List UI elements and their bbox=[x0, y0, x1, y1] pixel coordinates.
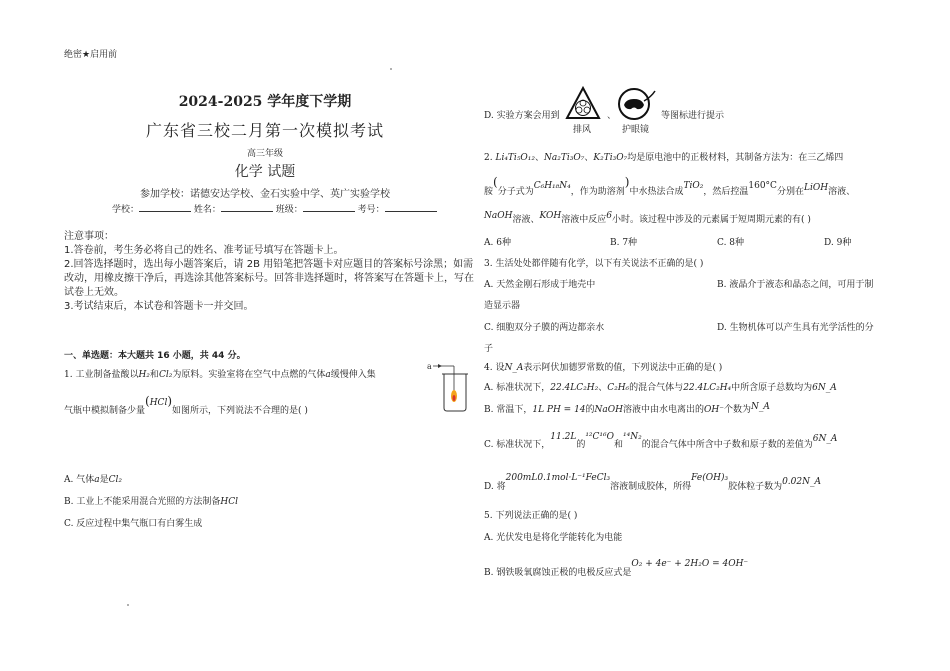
q4-b-val: N_A bbox=[751, 402, 770, 412]
q1-text-a: 1. 工业制备盐酸以 bbox=[64, 370, 139, 380]
q2-number: 2. bbox=[484, 153, 493, 163]
q2-text5: 中水热法合成 bbox=[629, 187, 684, 197]
q2-line3 bbox=[484, 212, 811, 225]
q4-c-and: 和 bbox=[614, 440, 624, 450]
q2-formula-k: K₂Ti₃O₇ bbox=[593, 153, 628, 163]
exhaust-icon-label: 排风 bbox=[573, 125, 592, 135]
class-blank[interactable] bbox=[303, 202, 355, 212]
q1-optA-var: a bbox=[94, 475, 100, 485]
exam-title: 广东省三校二月第一次模拟考试 bbox=[145, 121, 384, 140]
q2-text7: 分别在 bbox=[776, 187, 804, 197]
q4-c-f3: ¹⁴N₂ bbox=[623, 432, 642, 442]
school-blank[interactable] bbox=[139, 202, 191, 212]
q4-d-f1: 200mL0.1mol·L⁻¹FeCl₃ bbox=[505, 473, 611, 483]
q3-option-d-cont: 子 bbox=[484, 344, 494, 354]
q1-text-b: 为原料。实验室将在空气中点燃的气体 bbox=[172, 370, 326, 380]
icon-separator: 、 bbox=[607, 111, 617, 121]
field-name-label: 姓名： bbox=[193, 205, 221, 215]
q2-comma2: 、 bbox=[584, 153, 594, 163]
note-2-line1: 2.回答选择题时，选出每小题答案后，请 2B 用铅笔把答题卡对应题目的答案标号涂黑；如需 bbox=[64, 259, 474, 270]
year-title: 2024-2025 学年度下学期 bbox=[178, 94, 352, 110]
note-3: 3.考试结束后，本试卷和答题卡一并交回。 bbox=[64, 301, 254, 312]
q1-and: 和 bbox=[149, 370, 159, 380]
q2-text9: 溶液、 bbox=[512, 215, 540, 225]
q2-comma1: 、 bbox=[535, 153, 545, 163]
q2-text6: ，然后控温 bbox=[703, 187, 749, 197]
icon-tail-text: 等图标进行提示 bbox=[661, 111, 725, 121]
exhaust-fan-icon bbox=[565, 86, 601, 122]
q1-optB-val: HCl bbox=[220, 497, 238, 507]
name-blank[interactable] bbox=[221, 202, 273, 212]
q2-text3: 分子式为 bbox=[497, 187, 534, 197]
section-heading: 一、单选题：本大题共 16 小题，共 44 分。 bbox=[64, 351, 246, 361]
q1-optB-prefix: B. 工业上不能采用混合光照的方法制备 bbox=[64, 497, 221, 507]
notes-title: 注意事项： bbox=[64, 231, 114, 242]
q2-line1 bbox=[484, 150, 843, 163]
q4-c-f2: ¹²C¹⁶O bbox=[585, 432, 615, 442]
q4-d-f2: Fe(OH)₃ bbox=[691, 473, 729, 483]
q2-text11: 小时。该过程中涉及的元素属于短周期元素的有( ) bbox=[611, 215, 811, 225]
q2-formula-koh: KOH bbox=[539, 211, 562, 221]
q1-text-f: ，下列说法不合理的是( ) bbox=[208, 406, 308, 416]
figure-label-a: a bbox=[427, 362, 432, 371]
q1-h2: H₂ bbox=[138, 370, 150, 380]
q4-d-mid2: 胶体粒子数为 bbox=[728, 482, 783, 492]
q1-hcl: HCl bbox=[149, 398, 168, 408]
q4-c-f1: 11.2L bbox=[550, 432, 577, 442]
q4-option-b[interactable] bbox=[484, 402, 770, 415]
q4-stem bbox=[484, 360, 722, 373]
q4-a-comma: 、 bbox=[598, 383, 608, 393]
q1-line1 bbox=[64, 367, 376, 380]
q5-b-pre: B. 钢铁吸氧腐蚀正极的电极反应式是 bbox=[484, 568, 632, 578]
q4-a-f3: 22.4LC₂H₄ bbox=[683, 383, 732, 393]
q1-gas-a: a bbox=[325, 370, 331, 380]
q2-text10: 溶液中反应 bbox=[561, 215, 607, 225]
grade-label: 高三年级 bbox=[246, 149, 283, 159]
q4-b-pre: B. 常温下， bbox=[484, 405, 533, 415]
q1-text-d: 气瓶中模拟制备少量 bbox=[64, 406, 146, 416]
q4-c-pre: C. 标准状况下， bbox=[484, 440, 551, 450]
q2-option-b[interactable]: B. 7种 bbox=[610, 238, 638, 248]
q4-a-mid: 的混合气体与 bbox=[629, 383, 684, 393]
q4-b-f1: 1L PH = 14 bbox=[532, 405, 586, 415]
subject-title: 化学 试题 bbox=[234, 164, 296, 180]
note-1: 1.答卷前，考生务必将自己的姓名、准考证号填写在答题卡上。 bbox=[64, 245, 344, 256]
field-school-label: 学校： bbox=[112, 205, 140, 215]
q4-a-mid2: 中所含原子总数均为 bbox=[731, 383, 813, 393]
q2-formula-naoh: NaOH bbox=[484, 211, 513, 221]
q2-text4: ，作为助溶剂 bbox=[570, 187, 625, 197]
q4-d-mid: 溶液制成胶体，所得 bbox=[610, 482, 692, 492]
q4-a-val: 6N_A bbox=[812, 383, 837, 393]
q3-option-b[interactable]: B. 液晶介于液态和晶态之间，可用于制 bbox=[717, 280, 874, 290]
note-2-line2: 改动，用橡皮擦干净后，再选涂其他答案标号。回答非选择题时，将答案写在答题卡上，写在 bbox=[64, 273, 474, 284]
goggles-icon-label: 护眼镜 bbox=[622, 125, 650, 135]
q3-option-d[interactable]: D. 生物机体可以产生具有光学活性的分 bbox=[717, 323, 874, 333]
q4-a-f2: C₂H₆ bbox=[607, 383, 630, 393]
q4-option-a[interactable] bbox=[484, 380, 837, 393]
q2-formula-tio2: TiO₂ bbox=[683, 181, 704, 191]
q4-b-f2: NaOH bbox=[594, 405, 624, 415]
q4-c-mid: 的混合气体中所含中子数和原子数的差值为 bbox=[641, 440, 813, 450]
q1-optA-val: Cl₂ bbox=[108, 475, 122, 485]
q4-option-c[interactable] bbox=[484, 432, 838, 450]
q3-option-a[interactable]: A. 天然金刚石形成于地壳中 bbox=[484, 280, 596, 290]
q4-b-f3: OH⁻ bbox=[704, 405, 725, 415]
q4-na: N_A bbox=[504, 363, 524, 373]
q1-optA-mid: 是 bbox=[99, 475, 109, 485]
q2-text2: 胺 bbox=[484, 187, 494, 197]
q4-d-pre: D. 将 bbox=[484, 482, 506, 492]
q4-c-de: 的 bbox=[576, 440, 586, 450]
q2-formula-li: Li₄Ti₅O₁₂ bbox=[495, 153, 536, 163]
q1-optA-prefix: A. 气体 bbox=[64, 475, 95, 485]
q2-hours: 6 bbox=[606, 211, 612, 221]
q2-line2: 胺(分子式为C₆H₁₈N₄，作为助溶剂)中水热法合成TiO₂，然后控温160°C分别在LiOH溶液、 bbox=[484, 175, 856, 197]
q4-d-val: 0.02N_A bbox=[782, 477, 821, 487]
id-blank[interactable] bbox=[385, 202, 437, 212]
q4-b-mid3: 个数为 bbox=[724, 405, 752, 415]
q1-cl2: Cl₂ bbox=[158, 370, 173, 380]
q1-text-c: 缓慢伸入集 bbox=[330, 370, 376, 380]
q2-text1: 均是原电池中的正极材料，其制备方法为：在三乙烯四 bbox=[627, 153, 844, 163]
goggles-icon bbox=[617, 87, 657, 121]
gas-jar-figure bbox=[426, 360, 474, 412]
q1-option-a[interactable] bbox=[64, 472, 122, 485]
q5-stem: 5. 下列说法正确的是( ) bbox=[484, 511, 578, 521]
q5-option-a[interactable]: A. 光伏发电是将化学能转化为电能 bbox=[484, 533, 623, 543]
q4-stem-b: 表示阿伏加德罗常数的值，下列说法中正确的是( ) bbox=[523, 363, 723, 373]
field-class-label: 班级： bbox=[275, 205, 303, 215]
q1-option-d-text[interactable]: D. 实验方案会用到 bbox=[484, 111, 560, 121]
q2-temperature: 160°C bbox=[748, 181, 777, 191]
q3-option-c[interactable]: C. 细胞双分子膜的两边都亲水 bbox=[484, 323, 605, 333]
q4-b-mid: 的 bbox=[585, 405, 595, 415]
q5-option-b[interactable] bbox=[484, 559, 749, 578]
q1-line2: 气瓶中模拟制备少量(HCl)如图所示，下列说法不合理的是( ) bbox=[64, 394, 308, 416]
q3-option-b-cont: 造显示器 bbox=[484, 301, 521, 311]
q2-text8: 溶液、 bbox=[828, 187, 856, 197]
field-id-label: 考号： bbox=[357, 205, 385, 215]
q4-b-mid2: 溶液中由水电离出的 bbox=[623, 405, 705, 415]
participating-schools: 参加学校：诺德安达学校、金石实验中学、英广实验学校 bbox=[140, 189, 390, 200]
q2-option-d[interactable]: D. 9种 bbox=[824, 238, 852, 248]
info-fields bbox=[112, 202, 437, 215]
q4-stem-a: 4. 设 bbox=[484, 363, 505, 373]
note-2-line3: 试卷上无效。 bbox=[64, 287, 124, 298]
q4-a-pre: A. 标准状况下， bbox=[484, 383, 551, 393]
q1-text-e: 如图所示 bbox=[172, 406, 209, 416]
q1-option-c[interactable]: C. 反应过程中集气瓶口有白雾生成 bbox=[64, 519, 203, 529]
q3-stem: 3. 生活处处都伴随有化学，以下有关说法不正确的是( ) bbox=[484, 259, 704, 269]
q2-formula-na: Na₂Ti₃O₇ bbox=[544, 153, 585, 163]
q2-formula-amine: C₆H₁₈N₄ bbox=[533, 181, 571, 191]
q4-a-f1: 22.4LC₂H₂ bbox=[550, 383, 599, 393]
q1-option-b[interactable] bbox=[64, 494, 238, 507]
q4-option-d[interactable] bbox=[484, 473, 821, 492]
confidential-label: 绝密★启用前 bbox=[64, 50, 118, 60]
q2-option-c[interactable]: C. 8种 bbox=[717, 238, 745, 248]
q5-b-equation: O₂ + 4e⁻ + 2H₂O = 4OH⁻ bbox=[631, 559, 749, 569]
q4-c-val: 6N_A bbox=[812, 434, 838, 444]
q2-formula-lioh: LiOH bbox=[803, 183, 829, 193]
q2-option-a[interactable]: A. 6种 bbox=[484, 238, 511, 248]
